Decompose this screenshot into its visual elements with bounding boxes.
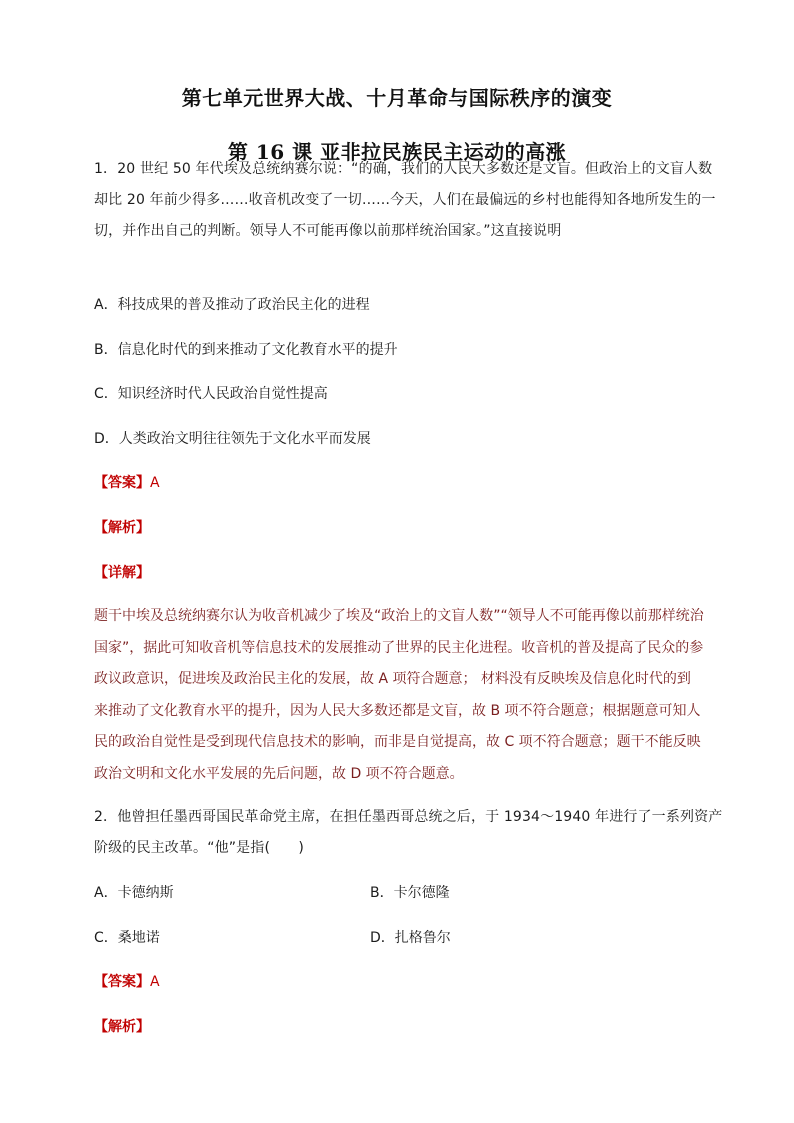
q1-stem-line-2: 却比 20 年前少得多……收音机改变了一切……今天，人们在最偏远的乡村也能得知各地所发生的一 [94,192,716,208]
q2-answer-label: 【答案】 [94,974,150,990]
q1-option-b: B．信息化时代的到来推动了文化教育水平的提升 [94,342,398,358]
q2-option-b: B．卡尔德隆 [370,885,450,901]
lesson-title: 第 16 课 亚非拉民族民主运动的高涨 [227,140,567,164]
q1-stem-line-1: 1．20 世纪 50 年代埃及总统纳赛尔说：“的确，我们的人民大多数还是文盲。但政治上的文盲人数 [94,161,713,177]
q2-stem-line-2: 阶级的民主改革。“他”是指( ) [94,840,304,856]
unit-title: 第七单元世界大战、十月革命与国际秩序的演变 [181,86,613,110]
q1-option-c: C．知识经济时代人民政治自觉性提高 [94,386,328,402]
q1-detail-line-2: 国家”，据此可知收音机等信息技术的发展推动了世界的民主化进程。收音机的普及提高了民众的参 [94,640,704,656]
q1-analysis-label: 【解析】 [94,520,150,536]
q1-detail-line-4: 来推动了文化教育水平的提升，因为人民大多数还都是文盲，故 B 项不符合题意；根据题意可知人 [94,703,701,719]
q1-detail-line-6: 政治文明和文化水平发展的先后问题，故 D 项不符合题意。 [94,766,464,782]
q1-detail-line-5: 民的政治自觉性是受到现代信息技术的影响，而非是自觉提高，故 C 项不符合题意；题干不能反映 [94,734,701,750]
q1-answer [94,472,160,492]
q1-detail-line-3: 政议政意识，促进埃及政治民主化的发展，故 A 项符合题意； 材料没有反映埃及信息化时代的到 [94,671,691,687]
q1-stem-line-3: 切，并作出自己的判断。领导人不可能再像以前那样统治国家。”这直接说明 [94,223,562,239]
q1-detail-line-1: 题干中埃及总统纳赛尔认为收音机减少了埃及“政治上的文盲人数”“领导人不可能再像以前那样统治 [94,608,704,624]
q1-answer-label: 【答案】 [94,475,150,491]
q1-answer-value: A [150,475,160,491]
q2-option-c: C．桑地诺 [94,930,160,946]
q2-analysis-label: 【解析】 [94,1019,150,1035]
q2-option-a: A．卡德纳斯 [94,885,174,901]
q1-option-a: A．科技成果的普及推动了政治民主化的进程 [94,297,370,313]
q2-answer [94,971,160,991]
q1-detail-label: 【详解】 [94,565,150,581]
q1-option-d: D．人类政治文明往往领先于文化水平而发展 [94,431,371,447]
q2-option-d: D．扎格鲁尔 [370,930,451,946]
q2-answer-value: A [150,974,160,990]
q2-stem-line-1: 2．他曾担任墨西哥国民革命党主席，在担任墨西哥总统之后，于 1934～1940 年进行了一系列资产 [94,809,723,825]
